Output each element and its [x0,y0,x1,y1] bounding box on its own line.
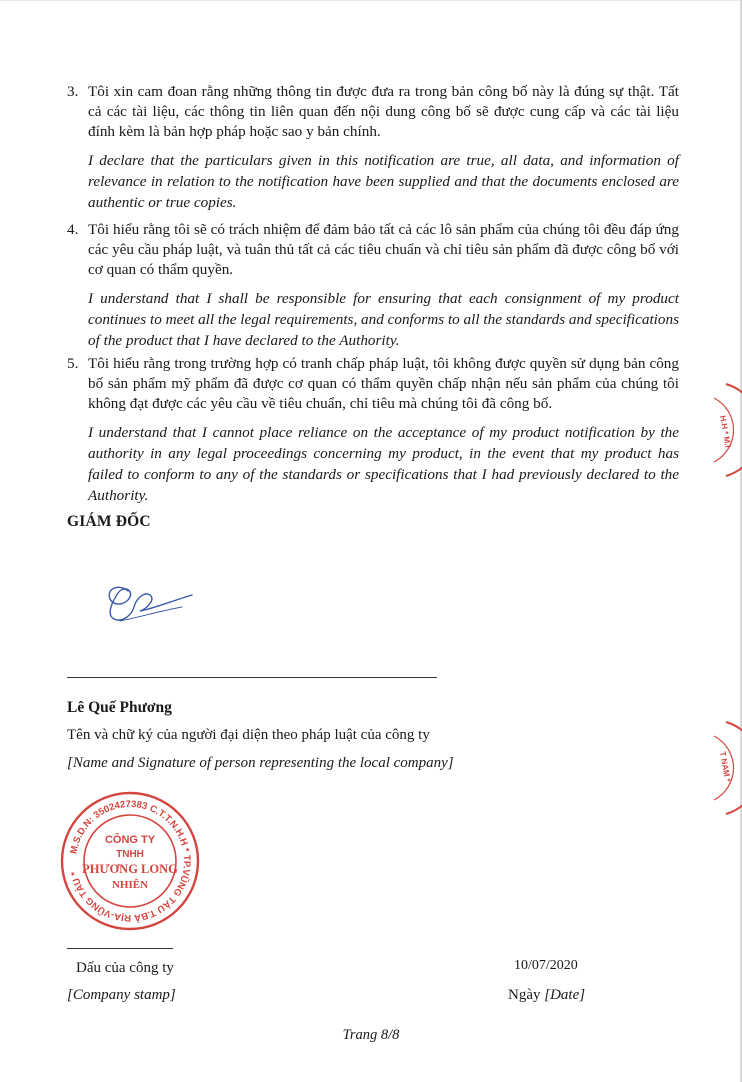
stamp-outer-text: M.S.D.N: 3502427383 C.T.T.N.H.H * TP.VŨNG TÀU T.BÀ RỊA-VŨNG TÀU * [68,798,193,924]
item-text-en: I understand that I shall be responsible for ensuring that each consignment of my product continues to meet all the legal requirements, and conforms to all the standards and specifications of the product that I have declared to the Authority. [88,290,679,349]
date-label-en: [Date] [544,987,586,1003]
stamp-label-en: [Company stamp] [67,987,176,1003]
item-text-en: I declare that the particulars given in this notification are true, all data, and information of relevance in relation to the notification have been supplied and that the documents enclosed are authentic or true copies. [88,152,679,211]
representative-name: Lê Quế Phương [67,699,172,716]
item-text-vi: Tôi hiểu rằng trong trường hợp có tranh chấp pháp luật, tôi không được quyền sử dụng bản công bố sản phẩm mỹ phẩm đã được cơ quan có thẩm quyền chấp nhận nếu sản phẩm của chúng tôi không đạt được các yêu cầu về tiêu chuẩn, chỉ tiêu mà chúng tôi đã công bố. [88,355,679,412]
stamp-line-1: CÔNG TY [104,834,156,846]
date-label [508,987,585,1004]
stamp-line-4: NHIÊN [111,879,149,891]
date-value: 10/07/2020 [514,958,578,973]
declaration-item-3 [67,82,679,213]
edge-stamp-top-text: H.H * M.I [718,414,733,449]
director-title: GIÁM ĐỐC [67,513,151,530]
item-number: 3. [67,83,79,100]
item-number: 5. [67,355,79,372]
declaration-item-5 [67,354,679,506]
stamp-line-2: TNHH [116,849,144,860]
item-text-vi: Tôi hiểu rằng tôi sẽ có trách nhiệm để đảm bảo tất cả các lô sản phẩm của chúng tôi đều đáp ứng các yêu cầu pháp luật, và tuân thủ tất cả các tiêu chuẩn và chỉ tiêu sản phẩm đã được công bố với cơ quan có thẩm quyền. [88,221,679,278]
edge-stamp-bottom-text: T NAM * [718,750,733,783]
edge-stamp-top [700,380,742,480]
date-label-vi: Ngày [508,987,541,1003]
declaration-item-4 [67,220,679,351]
handwritten-signature [100,575,200,635]
signature-line [67,677,437,678]
top-edge [0,0,742,4]
stamp-label-vi: Dấu của công ty [76,960,174,976]
edge-stamp-bottom [700,718,742,818]
representative-label-vi: Tên và chữ ký của người đại diện theo pháp luật của công ty [67,727,430,743]
item-text-en: I understand that I cannot place reliance on the acceptance of my product notification by the authority in any legal proceedings concerning my product, in the event that my product has failed to conform to any of the standards or specifications that I had previously declared to the Authority. [88,424,679,504]
company-stamp [59,790,201,932]
stamp-line-3: PHƯƠNG LONG [82,862,178,876]
page-number: Trang 8/8 [342,1027,400,1043]
stamp-line [67,948,173,949]
representative-label-en: [Name and Signature of person representing the local company] [67,755,454,771]
item-number: 4. [67,221,79,238]
item-text-vi: Tôi xin cam đoan rằng những thông tin được đưa ra trong bản công bố này là đúng sự thật. Tất cả các tài liệu, các thông tin liên quan đến nội dung công bố sẽ được cung cấp và các tài liệu đính kèm là bản hợp pháp hoặc sao y bản chính. [88,83,679,140]
